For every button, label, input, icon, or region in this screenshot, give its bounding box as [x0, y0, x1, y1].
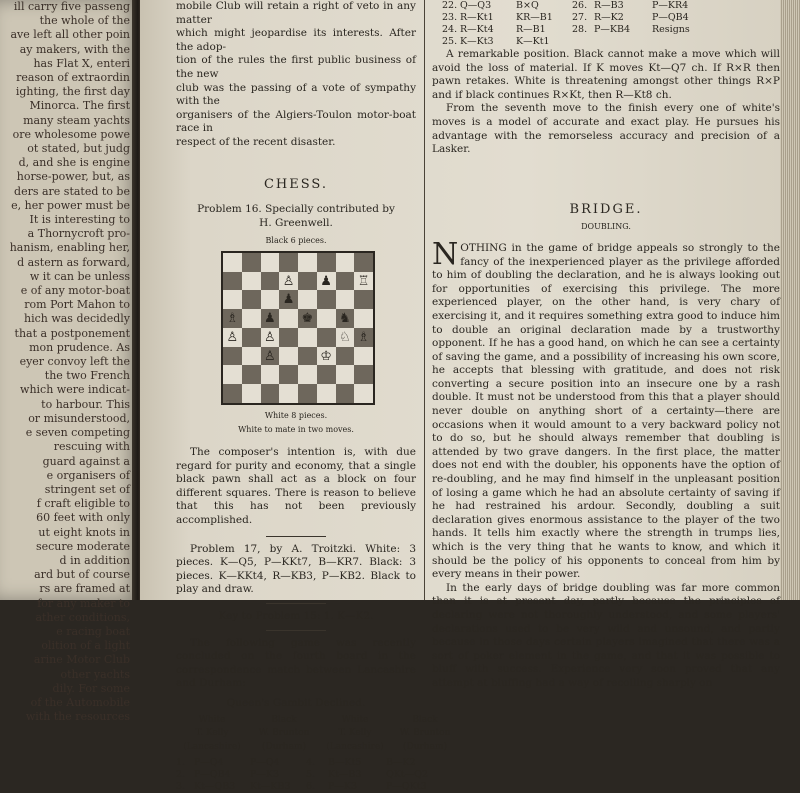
left-page-line: that a postponement	[14, 326, 130, 340]
diagram-caption: White to mate in two moves.	[238, 424, 354, 434]
board-square	[242, 272, 261, 291]
left-page-line: with the resources	[25, 710, 130, 724]
move-cell: Kt—B3	[328, 769, 362, 781]
board-square	[242, 290, 261, 309]
board-square	[261, 272, 280, 291]
board-square	[336, 347, 355, 366]
board-square	[354, 253, 373, 272]
bridge-paragraph-1	[432, 236, 780, 582]
divider	[266, 536, 326, 537]
left-page-line: 60 feet with only	[36, 511, 130, 525]
move-cell: P—K3	[250, 769, 280, 781]
move-cell: P—QKt3	[386, 781, 427, 793]
player-name: W. Brunton	[258, 728, 310, 739]
board-square	[298, 272, 317, 291]
board-square	[223, 365, 242, 384]
move-cell: 24.	[442, 24, 458, 35]
left-page-line: of the Automobile	[30, 695, 130, 709]
move-cell	[594, 36, 652, 48]
left-page-line: ot stated, but judg	[27, 142, 130, 156]
board-square	[298, 365, 317, 384]
left-page-line: secure moderate	[35, 539, 130, 553]
chess-piece: ♙	[264, 348, 276, 364]
left-page-line: e seven competing	[25, 426, 130, 440]
board-square	[279, 290, 298, 309]
board-square	[317, 309, 336, 328]
move-cell: Q—Q3	[460, 0, 492, 11]
move-cell: 4.	[306, 757, 316, 769]
chess-piece: ♟	[282, 292, 295, 308]
left-page-line: the two French	[44, 369, 130, 383]
left-page-line: f craft eligible to	[36, 497, 130, 511]
left-page-line: hich was decidedly	[23, 312, 130, 326]
player-county: (Lancashire)	[326, 741, 384, 752]
board-square	[279, 347, 298, 366]
board-square	[336, 384, 355, 403]
move-cell: P—QB4	[652, 12, 689, 23]
left-page-line: stringent set of	[44, 482, 130, 496]
board-square	[336, 290, 355, 309]
bridge-paragraph-2: In the early days of bridge doubling was far more common than it is at present day, partly because the principles of declaring were not thoroughly understood, and some players' declarations used to be very wild and unsound, and partly because in those days certain players imagined that there was a sort of poker element in the game, and that it was possible to bluff with success. Experience very soon proved that any attempt at bluffing had a way of recoiling sharply on	[432, 581, 780, 689]
board-square	[336, 328, 355, 347]
move-cell: 3.	[176, 781, 186, 793]
left-page-line: dily. For some	[52, 681, 130, 695]
divider	[266, 603, 326, 604]
board-square	[354, 328, 373, 347]
board-square	[279, 365, 298, 384]
chess-piece: ♚	[301, 311, 314, 327]
board-square	[298, 253, 317, 272]
board-square	[261, 384, 280, 403]
board-square	[279, 384, 298, 403]
board-square	[261, 347, 280, 366]
seventh-move-paragraph: From the seventh move to the finish every one of white's moves is a model of accurate and exact play. He pursues his advantage with the remorseless accuracy and precision of a Lasker.	[432, 102, 780, 156]
column-rule	[424, 0, 425, 600]
move-cell	[652, 36, 706, 48]
board-square	[261, 290, 280, 309]
motor-club-line: which might jeopardise its interests. After the adop-	[176, 27, 416, 53]
board-square	[242, 309, 261, 328]
board-square	[317, 384, 336, 403]
board-square	[223, 347, 242, 366]
chess-board	[221, 251, 375, 405]
board-square	[261, 365, 280, 384]
move-cell: R—Kt1	[460, 12, 494, 23]
left-page-line: guard against a	[42, 454, 130, 468]
column-header: White	[198, 714, 226, 725]
move-cell: R—Kt4	[460, 24, 494, 35]
left-page-line: to harbour. This	[41, 397, 130, 411]
board-square	[317, 253, 336, 272]
move-cell: Kt—KB3	[250, 781, 291, 793]
player-county: (Durham)	[261, 741, 307, 752]
game-intro: The following game was recently concluded on the fourth board in the correspondence match between Lancashire and Durham:	[176, 636, 416, 690]
black-piece-count: Black 6 pieces.	[265, 236, 327, 246]
left-page-line: or misunderstood,	[28, 411, 130, 425]
move-cell: 27.	[572, 12, 588, 23]
left-page-line: e racing boat	[56, 624, 130, 638]
page-edges	[780, 0, 800, 600]
move-cell: R—B3	[594, 0, 624, 11]
left-page-line: d, and she is engine	[18, 156, 130, 170]
left-page-line: other yachts	[60, 667, 130, 681]
board-square	[354, 290, 373, 309]
game-moves-continued	[442, 0, 780, 48]
chess-piece: ♟	[264, 311, 276, 327]
motor-club-text	[176, 0, 416, 150]
chess-piece: ♙	[282, 273, 295, 289]
bridge-heading: BRIDGE.	[569, 201, 643, 217]
move-cell: R—B1	[516, 24, 546, 35]
chess-piece: ♙	[226, 329, 239, 345]
left-page-line: rs are framed at	[39, 582, 130, 596]
game-table-players	[176, 727, 451, 741]
move-cell: P—KB4	[594, 24, 631, 35]
composer-paragraph: The composer's intention is, with due regard for purity and economy, that a single black pawn shall act as a block on four different squares. There is reason to believe that this has not been previously accomplished.	[176, 446, 416, 527]
move-cell: K—Kt1	[516, 36, 550, 47]
board-square	[223, 328, 242, 347]
board-square	[354, 365, 373, 384]
chess-piece: ♟	[320, 273, 332, 289]
left-page-line: many steam yachts	[23, 113, 130, 127]
move-cell: P—Q4	[250, 757, 280, 769]
left-page-line: ighting, the first day	[15, 85, 130, 99]
move-cell: 22.	[442, 0, 458, 11]
left-page-line: for any maker to	[37, 596, 130, 610]
drop-cap: N	[432, 236, 459, 272]
left-page-line: the whole of the	[39, 14, 130, 28]
motor-club-line: tion of the rules the first public business of the new	[176, 54, 416, 80]
chess-piece: ♞	[339, 311, 351, 327]
left-page-line: ard but of course	[34, 568, 130, 582]
move-cell: 23.	[442, 12, 458, 23]
board-square	[242, 328, 261, 347]
game-moves	[176, 757, 429, 793]
left-page-text	[2, 0, 130, 724]
motor-club-line: club was the passing of a vote of sympathy with the	[176, 81, 416, 108]
move-cell	[572, 36, 594, 48]
move-cell: 28.	[572, 24, 588, 35]
chess-piece: ♖	[357, 273, 370, 289]
board-square	[223, 253, 242, 272]
board-square	[261, 253, 280, 272]
left-page-line: Minorca. The first	[29, 99, 130, 113]
column-header: Black	[271, 714, 297, 725]
move-cell: 5.	[306, 769, 316, 781]
game-table-headers	[176, 714, 438, 728]
white-piece-count: White 8 pieces.	[264, 410, 328, 420]
left-page	[0, 0, 140, 724]
player-county: (Durham)	[402, 741, 448, 752]
move-cell: P—KR4	[652, 0, 689, 11]
board-square	[298, 290, 317, 309]
board-square	[223, 272, 242, 291]
move-cell: QKt—Q2	[386, 769, 429, 781]
bridge-paragraph-1-text: OTHING in the game of bridge appeals so strongly to the fancy of the inexperienced player as the privilege afforded to him of doubling the declaration, and he is always looking out for opportunities of exercising this privilege. The more experienced player, on the other hand, is very chary of exercising it, and it requires something extra good to induce him to double an original declaration made by a trustworthy opponent. If he has a good hand, on which he can see a certainty of saving the game, and a possibility of increasing his own score, he accepts that blessing with gratitude, and does not risk converting a secure position into an insecure one by a rash double. It must not be understood from this that a player should never double on anything short of a certainty—there are occasions when it would amount to a very backward policy not to do so, but he should always remember that doubling is attended by two grave dangers. In the first place, the matter does not end with the doubler, his opponents have the option of re-doubling, and he may find himself in the unpleasant position of losing a game which he had an absolute certainty of saving if he had restrained his ardour. Secondly, doubling a suit declaration gives enormous assistance to the player of the two hands. It tells him exactly where the strength in trumps lies, which is the very thing that he wants to know, and which it should be the policy of his opponents to conceal from him by every means in their power.	[432, 241, 780, 581]
chess-diagram	[221, 251, 371, 405]
chess-piece: ♗	[226, 311, 239, 327]
move-cell: 26.	[572, 0, 588, 11]
board-square	[261, 328, 280, 347]
board-square	[336, 272, 355, 291]
left-page-line: has Flat X, enteri	[33, 56, 130, 70]
move-cell: 6.	[306, 781, 316, 793]
board-square	[336, 253, 355, 272]
left-page-line: olition of a light	[41, 639, 130, 653]
chess-piece: ♗	[357, 329, 370, 345]
column-header: Black	[412, 714, 438, 725]
left-page-line: eyer convoy left the	[19, 355, 130, 369]
board-square	[242, 347, 261, 366]
board-square	[354, 309, 373, 328]
left-page-line: ders are stated to be	[14, 184, 130, 198]
board-square	[354, 384, 373, 403]
board-square	[279, 309, 298, 328]
board-square	[242, 365, 261, 384]
move-cell: Resigns	[652, 24, 690, 35]
player-name: T. Kelly	[338, 728, 372, 739]
left-page-line: rom Port Mahon to	[24, 298, 130, 312]
move-cell: 25.	[442, 36, 458, 47]
board-square	[279, 253, 298, 272]
left-page-line: ut eight knots in	[38, 525, 130, 539]
motor-club-line: mobile Club will retain a right of veto in any matter	[176, 0, 416, 26]
player-county: (Lancashire)	[183, 741, 241, 752]
board-square	[223, 290, 242, 309]
board-square	[279, 328, 298, 347]
move-cell: K—Kt3	[460, 36, 494, 47]
left-page-line: d in addition	[59, 553, 130, 567]
board-square	[223, 309, 242, 328]
move-cell: 1.	[176, 757, 186, 769]
remarkable-paragraph: A remarkable position. Black cannot make a move which will avoid the loss of material. If K moves Kt—Q7 ch. If R×R then pawn retakes. White is threatening amongst other things R×P and if black continues R×Kt, then R—Kt8 ch.	[432, 48, 780, 101]
problem-16-heading: Problem 16. Specially contributed by	[197, 203, 395, 216]
move-cell: Kt—QB3	[194, 781, 236, 793]
board-square	[242, 384, 261, 403]
board-square	[317, 272, 336, 291]
board-square	[336, 309, 355, 328]
left-page-line: ave left all other poin	[10, 28, 130, 42]
left-page-line: e organisers of	[46, 468, 130, 482]
opening-name: Queen's Gambit Declined.	[226, 697, 366, 709]
move-cell: P—Q4	[194, 757, 224, 769]
move-cell: P—K3	[328, 781, 358, 793]
chess-piece: ♙	[264, 329, 276, 345]
left-page-line: e, her power must be	[11, 198, 130, 212]
problem-16-author: H. Greenwell.	[259, 216, 333, 229]
chess-piece: ♔	[320, 348, 332, 364]
board-square	[298, 347, 317, 366]
right-column	[432, 0, 780, 691]
left-page-line: hanism, enabling her,	[9, 241, 130, 255]
move-cell: P—QB4	[194, 769, 231, 781]
key-to-problem-15: Key to Problem 15: 1. K—K2.	[218, 610, 374, 623]
left-page-line: arine Motor Club	[33, 653, 130, 667]
player-name: T. Kelly	[195, 728, 229, 739]
board-square	[317, 290, 336, 309]
chess-heading: CHESS.	[263, 176, 329, 192]
problem-17: Problem 17, by A. Troitzki. White: 3 pieces. K—Q5, P—KKt7, B—KR7. Black: 3 pieces. K—KKt4, R—KB3, P—KB2. Black to play and draw.	[176, 542, 416, 596]
left-page-line: d astern as forward,	[17, 255, 130, 269]
move-cell: B—Kt5	[328, 757, 362, 769]
left-page-line: ay makers, with the	[19, 42, 130, 56]
left-page-line: horse-power, but, as	[16, 170, 130, 184]
board-square	[354, 272, 373, 291]
board-square	[317, 365, 336, 384]
board-square	[261, 309, 280, 328]
chess-piece: ♘	[339, 329, 351, 345]
move-cell: R—K2	[594, 12, 624, 23]
board-square	[354, 347, 373, 366]
game-table-counties	[176, 741, 448, 755]
board-square	[317, 328, 336, 347]
left-page-line: which were indicat-	[20, 383, 130, 397]
divider	[266, 630, 326, 631]
left-page-line: ather conditions,	[35, 610, 130, 624]
board-square	[298, 384, 317, 403]
motor-club-line: organisers of the Algiers-Toulon motor-boat race in	[176, 108, 416, 135]
player-name: W. Brunton	[399, 728, 451, 739]
column-header: White	[341, 714, 369, 725]
left-page-line: a Thornycroft pro-	[27, 227, 130, 241]
left-page-line: e of any motor-boat	[20, 284, 130, 298]
left-page-line: rescuing with	[53, 440, 130, 454]
left-page-line: ill carry five passeng	[13, 0, 130, 13]
left-page-line: w it can be unless	[29, 269, 130, 283]
move-cell: B×Q	[516, 0, 539, 11]
move-cell: KR—B1	[516, 12, 553, 23]
board-square	[279, 272, 298, 291]
left-page-line: ore wholesome powe	[12, 127, 130, 141]
motor-club-line: respect of the recent disaster.	[176, 135, 336, 148]
board-square	[336, 365, 355, 384]
board-square	[298, 328, 317, 347]
left-page-line: mon prudence. As	[29, 340, 130, 354]
left-page-line: It is interesting to	[29, 213, 130, 227]
bridge-subheading: DOUBLING.	[581, 222, 631, 232]
move-cell: B—K2	[386, 757, 416, 769]
board-square	[223, 384, 242, 403]
move-cell: 2.	[176, 769, 186, 781]
left-page-line: reason of extraordin	[16, 71, 130, 85]
board-square	[298, 309, 317, 328]
board-square	[242, 253, 261, 272]
board-square	[317, 347, 336, 366]
